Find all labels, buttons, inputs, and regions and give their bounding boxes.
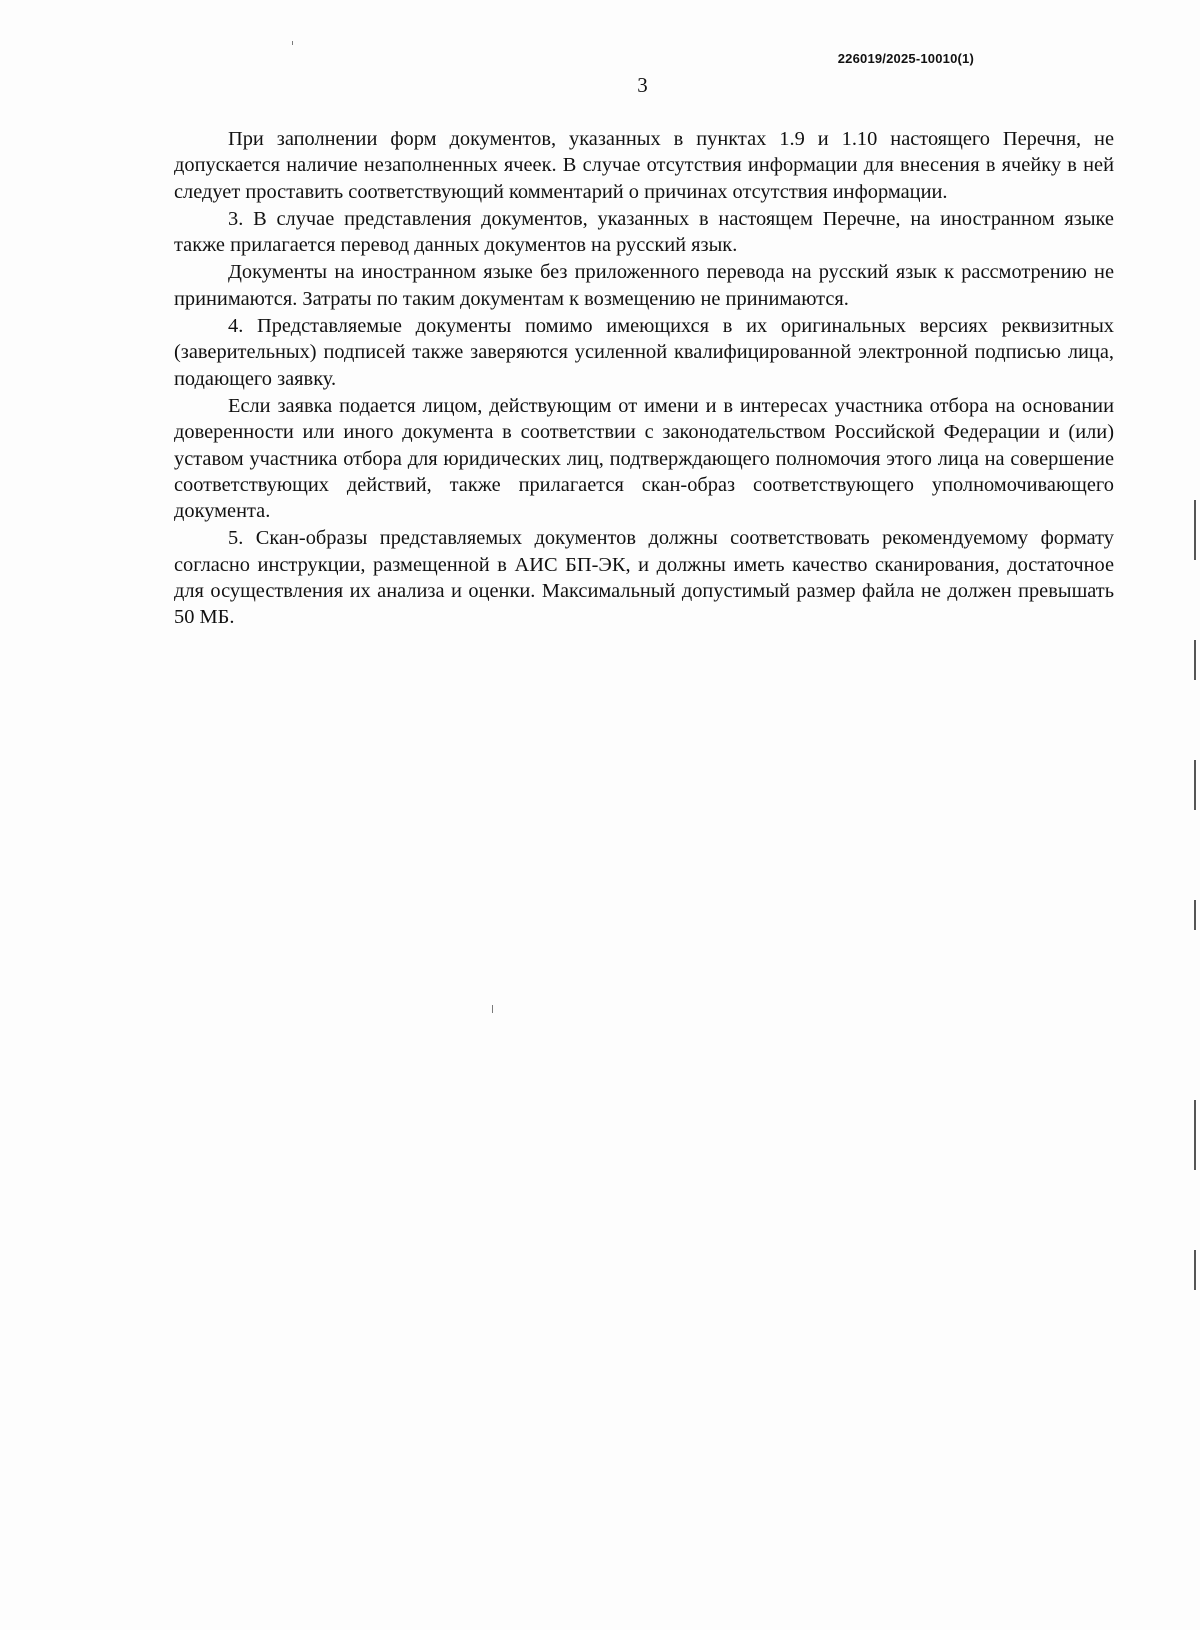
paragraph: При заполнении форм документов, указанных в пунктах 1.9 и 1.10 настоящего Перечня, не допускается наличие незаполненных ячеек. В случае отсутствия информации для внесения в ячейку в ней следует проставить соответствующий комментарий о причинах отсутствия информации. [174, 128, 1114, 203]
scan-artifact [492, 1005, 493, 1013]
paragraph: 5. Скан-образы представляемых документов должны соответствовать рекомендуемому формату согласно инструкции, размещенной в АИС БП-ЭК, и должны иметь качество сканирования, достаточное для осуществления их анализа и оценки. Максимальный допустимый размер файла не должен превышать 50 МБ. [174, 527, 1114, 629]
page-number: 3 [637, 73, 648, 97]
scan-edge-mark [1194, 1250, 1196, 1290]
scan-edge-mark [1194, 760, 1196, 810]
paragraph: Если заявка подается лицом, действующим от имени и в интересах участника отбора на основании доверенности или иного документа в соответствии с законодательством Российской Федерации и (или) уставом участника отбора для юридических лиц, подтверждающего полномочия этого лица на совершение соответствующих действий, также прилагается скан-образ соответствующего уполномочивающего документа. [174, 394, 1114, 523]
scan-edge-mark [1194, 900, 1196, 930]
scan-edge-mark [1194, 500, 1196, 560]
paragraph: 4. Представляемые документы помимо имеющихся в их оригинальных версиях реквизитных (заверительных) подписей также заверяются усиленной квалифицированной электронной подписью лица, подающего заявку. [174, 315, 1114, 390]
scan-edge-mark [1194, 1100, 1196, 1170]
scan-edge-mark [1194, 640, 1196, 680]
document-body [174, 126, 1114, 632]
paragraph: 3. В случае представления документов, указанных в настоящем Перечне, на иностранном языке также прилагается перевод данных документов на русский язык. [174, 207, 1114, 257]
paragraph: Документы на иностранном языке без приложенного перевода на русский язык к рассмотрению не принимаются. Затраты по таким документам к возмещению не принимаются. [174, 261, 1114, 310]
document-registration-number: 226019/2025-10010(1) [837, 51, 974, 66]
scan-artifact [292, 41, 293, 45]
